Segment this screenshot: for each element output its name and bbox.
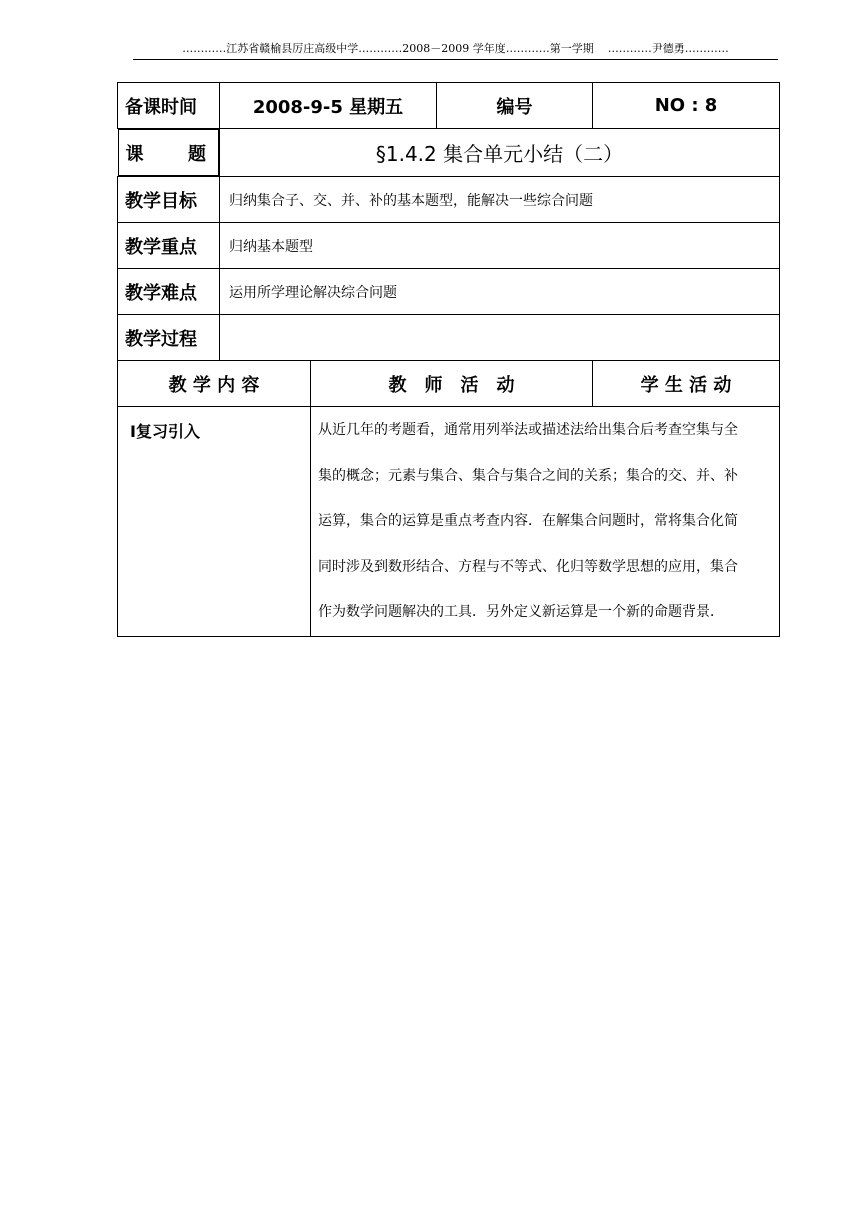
section-title: Ⅰ复习引入 bbox=[118, 407, 311, 637]
number-value: NO : 8 bbox=[593, 83, 780, 129]
key-point-label: 教学重点 bbox=[118, 223, 220, 269]
body-line: 集的概念；元素与集合、集合与集合之间的关系；集合的交、并、补 bbox=[318, 467, 738, 484]
process-value bbox=[220, 315, 780, 361]
goal-value: 归纳集合子、交、并、补的基本题型，能解决一些综合问题 bbox=[220, 177, 780, 223]
topic-label bbox=[118, 129, 220, 176]
body-line: 运算，集合的运算是重点考查内容．在解集合问题时，常将集合化简 bbox=[318, 513, 738, 529]
table-row-difficulty bbox=[118, 269, 780, 315]
table-row-column-heads bbox=[118, 361, 780, 407]
number-label: 编号 bbox=[437, 83, 593, 129]
topic-label-char: 题 bbox=[188, 143, 206, 165]
key-point-value: 归纳基本题型 bbox=[220, 223, 780, 269]
table-row-section1 bbox=[118, 407, 780, 637]
body-line: 作为数学问题解决的工具．另外定义新运算是一个新的命题背景． bbox=[318, 604, 724, 620]
section-body bbox=[311, 407, 780, 637]
body-line: 从近几年的考题看，通常用列举法或描述法给出集合后考查空集与全 bbox=[318, 422, 738, 438]
prep-time-label: 备课时间 bbox=[118, 83, 220, 129]
difficulty-label: 教学难点 bbox=[118, 269, 220, 315]
header-author: …………尹德勇………… bbox=[607, 42, 729, 55]
column-head-content: 教 学 内 容 bbox=[118, 361, 311, 407]
lesson-plan-table bbox=[117, 82, 780, 637]
header-school: …………江苏省赣榆县厉庄高级中学………… bbox=[182, 42, 403, 55]
column-head-student: 学 生 活 动 bbox=[593, 361, 780, 407]
table-row-process bbox=[118, 315, 780, 361]
table-row-key-point bbox=[118, 223, 780, 269]
goal-label: 教学目标 bbox=[118, 177, 220, 223]
difficulty-value: 运用所学理论解决综合问题 bbox=[220, 269, 780, 315]
topic-label-char: 课 bbox=[125, 143, 144, 165]
page-header bbox=[133, 40, 778, 60]
table-row-topic bbox=[118, 129, 780, 177]
table-row-time bbox=[118, 83, 780, 129]
body-line: 同时涉及到数形结合、方程与不等式、化归等数学思想的应用，集合 bbox=[318, 558, 738, 575]
column-head-teacher: 教 师 活 动 bbox=[311, 361, 593, 407]
topic-title: §1.4.2 集合单元小结（二） bbox=[220, 129, 780, 177]
prep-date: 2008-9-5 星期五 bbox=[220, 83, 437, 129]
process-label: 教学过程 bbox=[118, 315, 220, 361]
header-term: 第一学期 bbox=[549, 42, 594, 55]
table-row-goal bbox=[118, 177, 780, 223]
header-year: 2008－2009 学年度………… bbox=[402, 42, 550, 55]
